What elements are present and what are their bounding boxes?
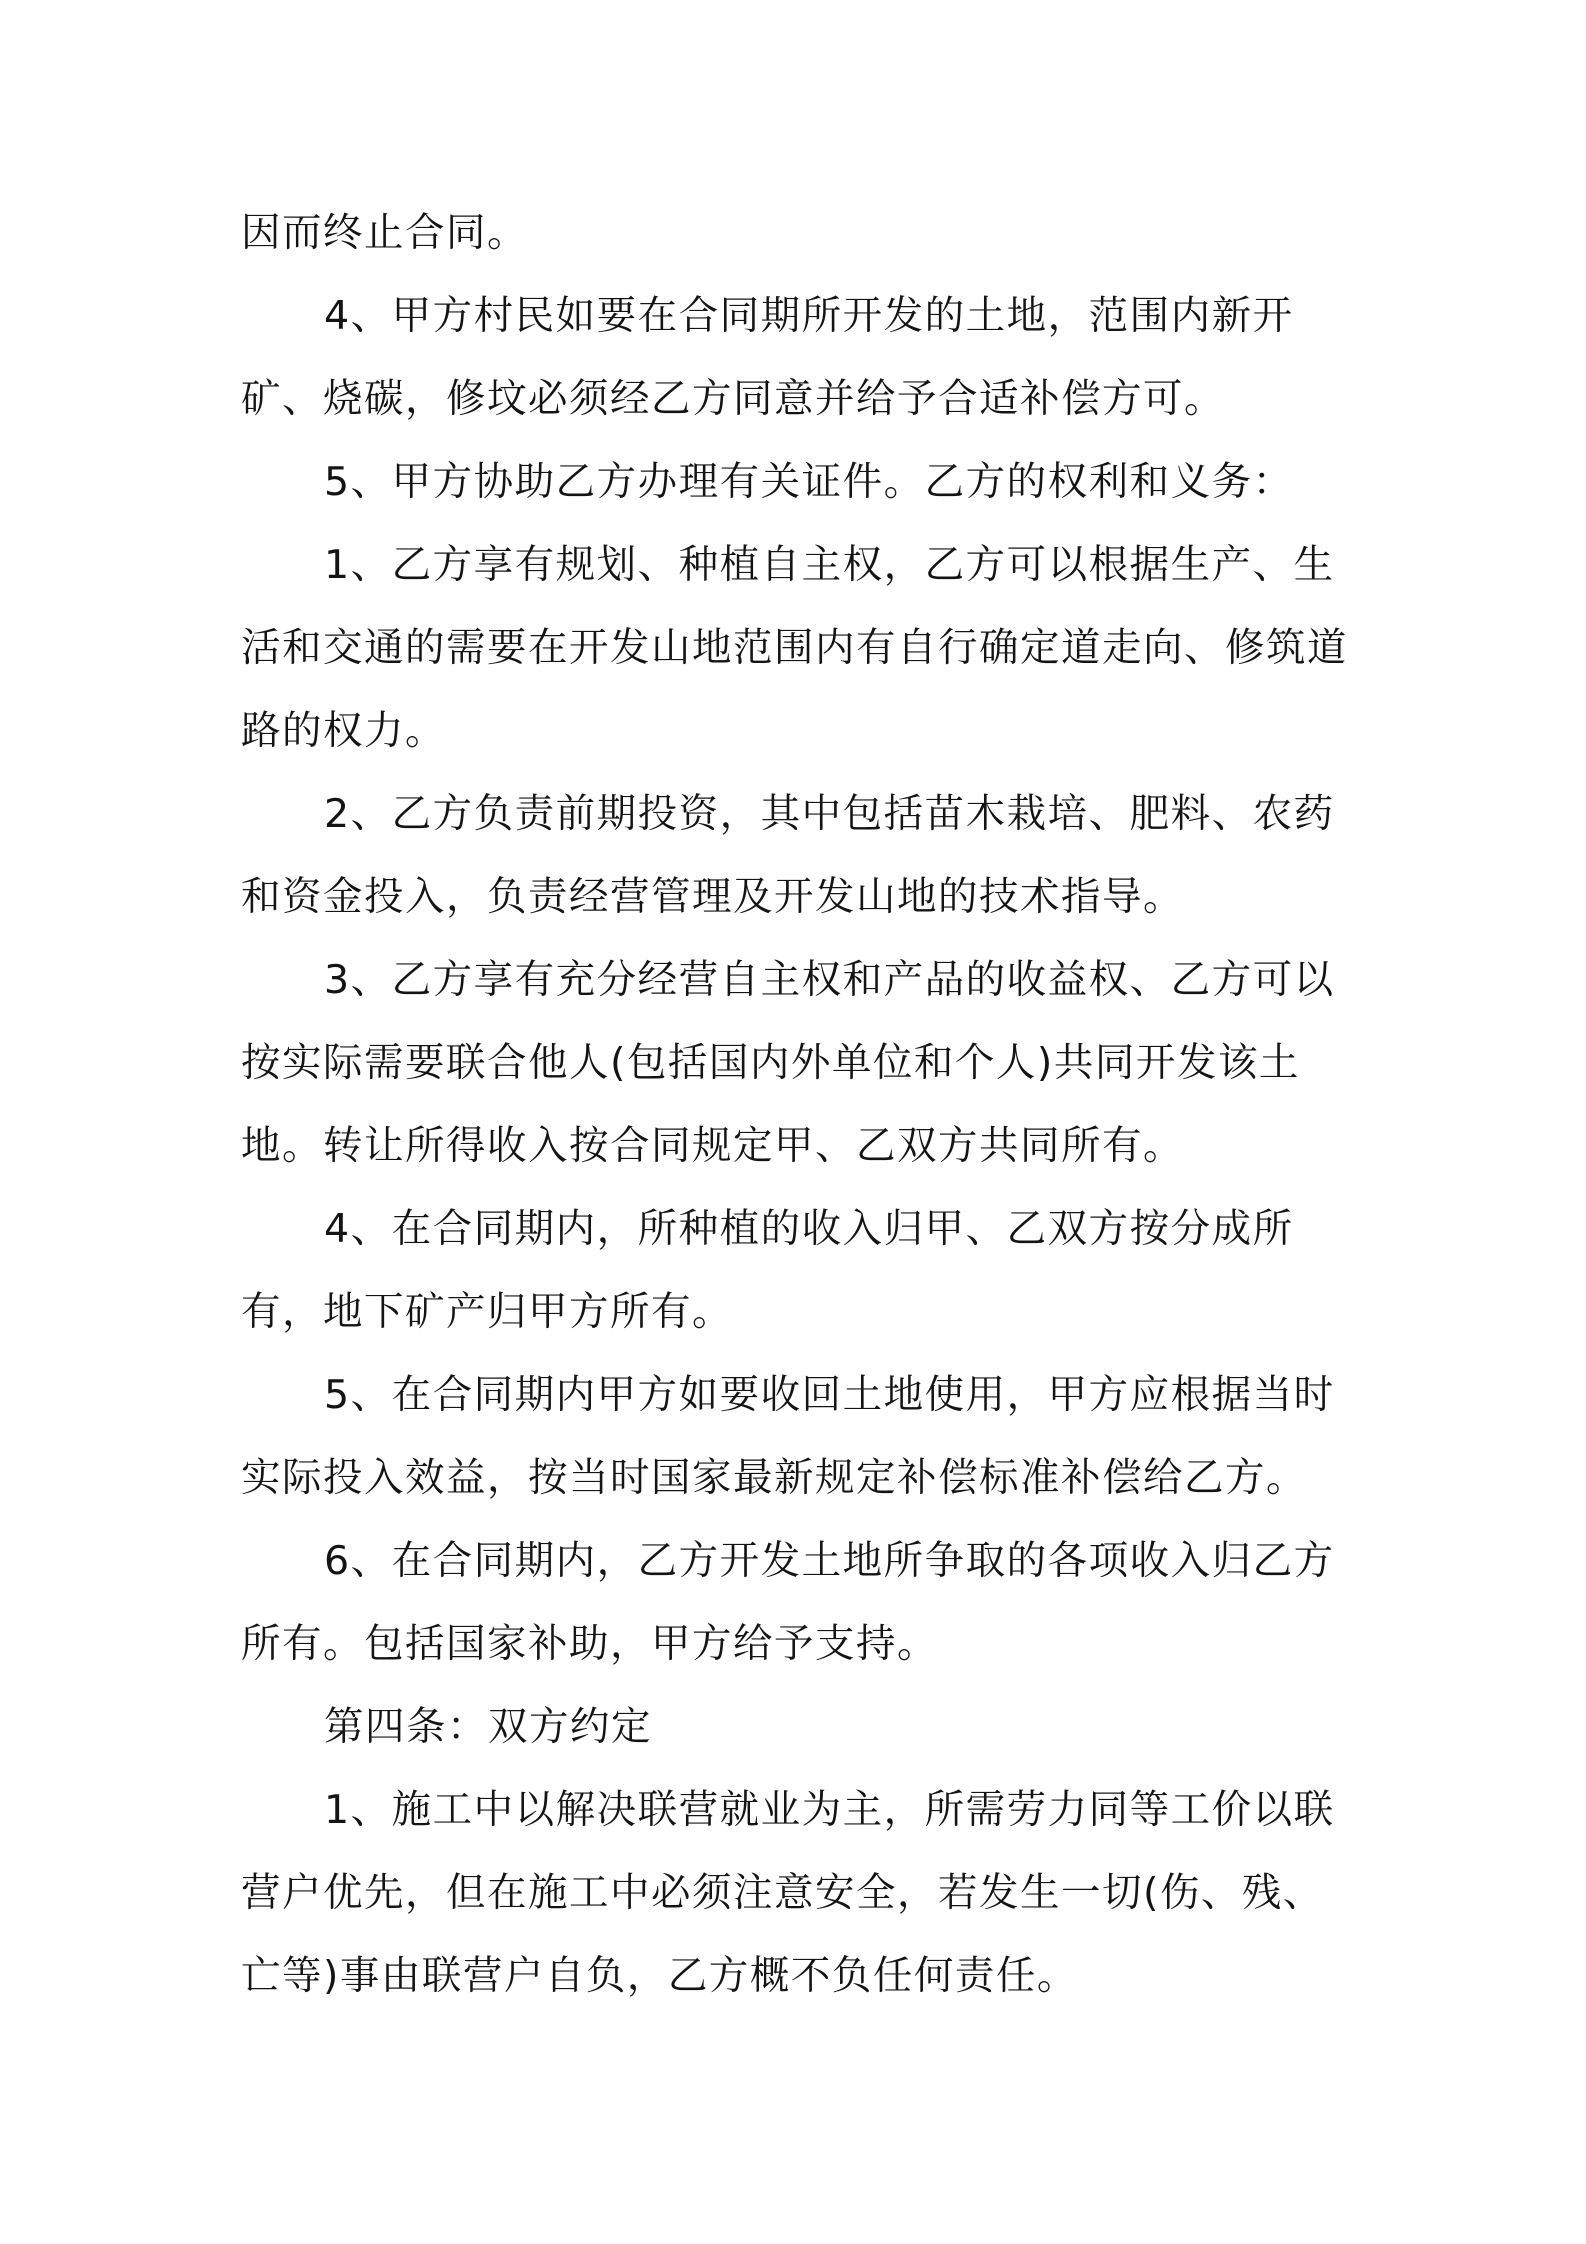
paragraph-b2-investment: 2、乙方负责前期投资，其中包括苗木栽培、肥料、农药和资金投入，负责经营管理及开发山地的技术指导。 bbox=[241, 791, 1335, 920]
paragraph-continuation: 因而终止合同。 bbox=[241, 210, 528, 256]
paragraph-b5-land-recovery: 5、在合同期内甲方如要收回土地使用，甲方应根据当时实际投入效益，按当时国家最新规定补偿标准补偿给乙方。 bbox=[241, 1372, 1335, 1501]
paragraph-b3-revenue: 3、乙方享有充分经营自主权和产品的收益权、乙方可以按实际需要联合他人(包括国内外单位和个人)共同开发该土地。转让所得收入按合同规定甲、乙双方共同所有。 bbox=[241, 957, 1335, 1169]
paragraph-b6-subsidy: 6、在合同期内，乙方开发土地所争取的各项收入归乙方所有。包括国家补助，甲方给予支持。 bbox=[241, 1538, 1335, 1667]
paragraph-c1-construction: 1、施工中以解决联营就业为主，所需劳力同等工价以联营户优先，但在施工中必须注意安全，若发生一切(伤、残、亡等)事由联营户自负，乙方概不负任何责任。 bbox=[241, 1787, 1335, 1999]
paragraph-a5-certificates: 5、甲方协助乙方办理有关证件。乙方的权利和义务： bbox=[323, 459, 1294, 505]
section-heading-article-4: 第四条：双方约定 bbox=[323, 1704, 652, 1750]
document-body bbox=[241, 192, 1356, 2018]
paragraph-b4-income-share: 4、在合同期内，所种植的收入归甲、乙双方按分成所有，地下矿产归甲方所有。 bbox=[241, 1206, 1294, 1335]
paragraph-a4-mining: 4、甲方村民如要在合同期所开发的土地，范围内新开矿、烧碳，修坟必须经乙方同意并给予合适补偿方可。 bbox=[241, 293, 1294, 422]
paragraph-b1-planning: 1、乙方享有规划、种植自主权，乙方可以根据生产、生活和交通的需要在开发山地范围内有自行确定道走向、修筑道路的权力。 bbox=[241, 542, 1348, 754]
